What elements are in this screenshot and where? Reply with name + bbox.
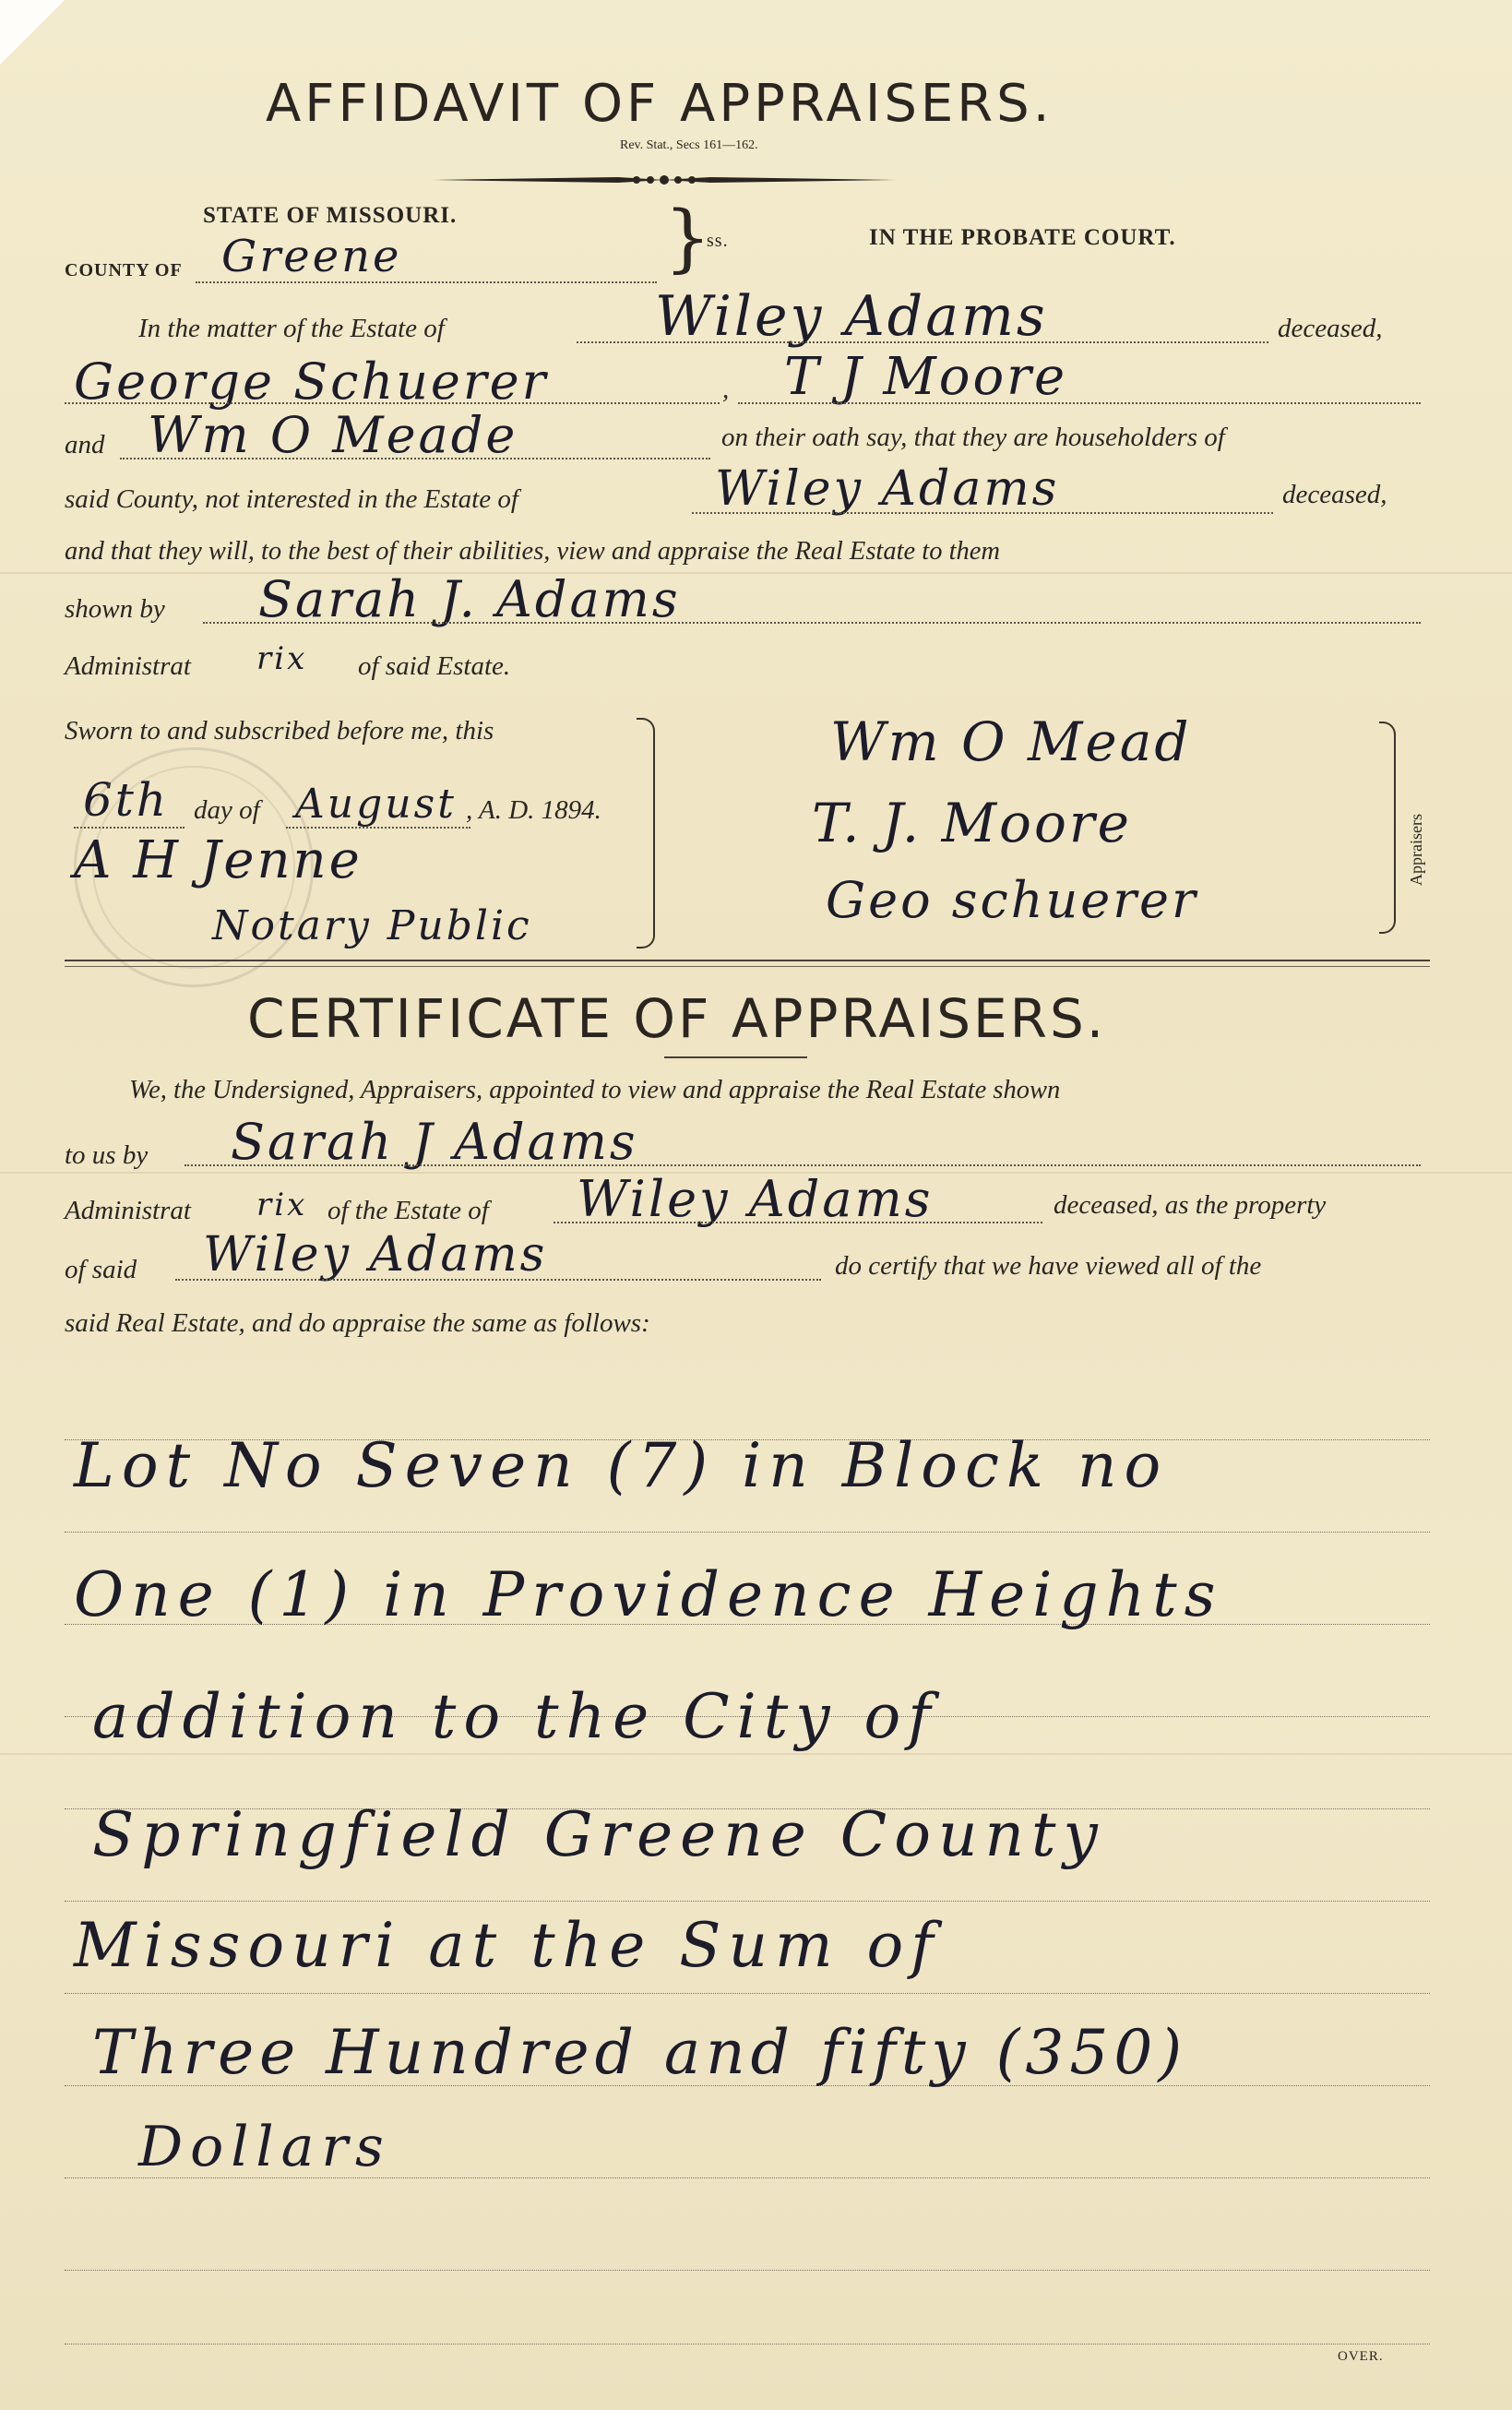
- signature-moore: T. J. Moore: [812, 792, 1132, 854]
- appraiser-1: George Schuerer: [74, 352, 549, 411]
- estate-name: Wiley Adams: [655, 284, 1048, 349]
- statute-reference: Rev. Stat., Secs 161—162.: [620, 138, 758, 152]
- appraiser-3-line: [120, 458, 710, 459]
- deceased-label: deceased,: [1278, 314, 1383, 343]
- appraisers-bracket: [1379, 722, 1396, 934]
- of-said-label: of said: [65, 1255, 137, 1284]
- to-us-by-label: to us by: [65, 1140, 149, 1170]
- section-divider-thin: [65, 966, 1430, 967]
- county-value: Greene: [221, 231, 402, 282]
- certificate-title: CERTIFICATE OF APPRAISERS.: [247, 987, 1107, 1050]
- court-label: IN THE PROBATE COURT.: [869, 225, 1176, 250]
- of-said-line: [175, 1279, 821, 1281]
- county-line: [196, 281, 657, 283]
- comma: ,: [722, 375, 730, 404]
- signature-mead: Wm O Mead: [830, 710, 1192, 773]
- ruled-line: [65, 2270, 1430, 2271]
- fold-crease: [0, 572, 1512, 574]
- estate-name-2: Wiley Adams: [715, 461, 1060, 517]
- of-said-estate: of said Estate.: [358, 651, 511, 681]
- day-of-label: day of: [194, 795, 260, 825]
- said-county-text: said County, not interested in the Estate of: [65, 484, 518, 514]
- notary-title: Notary Public: [212, 902, 532, 949]
- description-line: Springfield Greene County: [92, 1799, 1105, 1870]
- deceased-property-text: deceased, as the property: [1054, 1190, 1327, 1220]
- certificate-administrat-suffix: rix: [256, 1187, 308, 1223]
- description-line: Lot No Seven (7) in Block no: [74, 1430, 1169, 1501]
- month-line: [286, 827, 470, 829]
- title-underline: [664, 1056, 807, 1058]
- month-value: August: [295, 781, 457, 828]
- estate-name-line: [554, 1222, 1042, 1223]
- ruled-line: [65, 1993, 1430, 1994]
- appraisers-label: Appraisers: [1407, 814, 1425, 886]
- certificate-estate-name: Wiley Adams: [577, 1170, 934, 1228]
- description-line: Three Hundred and fifty (350): [92, 2017, 1188, 2088]
- estate-name-2-line: [692, 512, 1273, 514]
- administrat-suffix: rix: [256, 640, 308, 677]
- administrat-prefix: Administrat: [65, 651, 191, 681]
- ruled-line: [65, 1532, 1430, 1533]
- administratrix-name: Sarah J. Adams: [258, 570, 681, 628]
- description-line: Missouri at the Sum of: [74, 1910, 941, 1981]
- appraiser-2: T J Moore: [784, 347, 1068, 407]
- state-label: STATE OF MISSOURI.: [203, 203, 458, 228]
- signature-schuerer: Geo schuerer: [826, 871, 1198, 929]
- certificate-estate-name-2: Wiley Adams: [203, 1227, 548, 1283]
- certificate-line-1: We, the Undersigned, Appraisers, appointed to view and appraise the Real Estate shown: [129, 1076, 1061, 1104]
- estate-line: [577, 341, 1268, 343]
- sworn-bracket: [637, 718, 655, 948]
- folded-corner: [0, 0, 65, 65]
- sworn-text: Sworn to and subscribed before me, this: [65, 716, 494, 746]
- appraiser-2-line: [738, 402, 1421, 404]
- section-divider: [65, 960, 1430, 961]
- appraiser-3: Wm O Meade: [148, 406, 518, 464]
- appraiser-1-line: [65, 402, 720, 404]
- description-line: addition to the City of: [92, 1681, 938, 1752]
- certificate-administratrix: Sarah J Adams: [231, 1113, 638, 1171]
- matter-prefix: In the matter of the Estate of: [138, 314, 445, 343]
- certificate-administrat-prefix: Administrat: [65, 1196, 191, 1225]
- county-label: COUNTY OF: [65, 260, 183, 280]
- ruled-line: [65, 1901, 1430, 1902]
- ornamental-rule: [434, 166, 895, 194]
- shown-by-line: [203, 622, 1421, 624]
- affidavit-title: AFFIDAVIT OF APPRAISERS.: [266, 74, 1054, 134]
- and-label: and: [65, 430, 105, 459]
- oath-text: on their oath say, that they are householders of: [721, 423, 1225, 452]
- fold-crease: [0, 1753, 1512, 1755]
- ad-text: , A. D. 1894.: [466, 795, 601, 825]
- shown-by-label: shown by: [65, 594, 165, 624]
- real-estate-text: said Real Estate, and do appraise the same as follows:: [65, 1308, 650, 1338]
- ss-brace: }: [664, 195, 711, 280]
- day-value: 6th: [83, 773, 170, 827]
- description-line: Dollars: [138, 2115, 391, 2179]
- abilities-text: and that they will, to the best of their abilities, view and appraise the Real Estate to them: [65, 537, 1000, 566]
- certify-text: do certify that we have viewed all of the: [835, 1251, 1262, 1281]
- over-label: OVER.: [1338, 2349, 1384, 2364]
- deceased-label-2: deceased,: [1282, 480, 1387, 509]
- to-us-by-line: [185, 1164, 1421, 1166]
- description-line: One (1) in Providence Heights: [74, 1559, 1223, 1630]
- of-estate-of-label: of the Estate of: [327, 1196, 489, 1225]
- notary-name: A H Jenne: [74, 830, 363, 890]
- ss-label: ss.: [707, 231, 729, 251]
